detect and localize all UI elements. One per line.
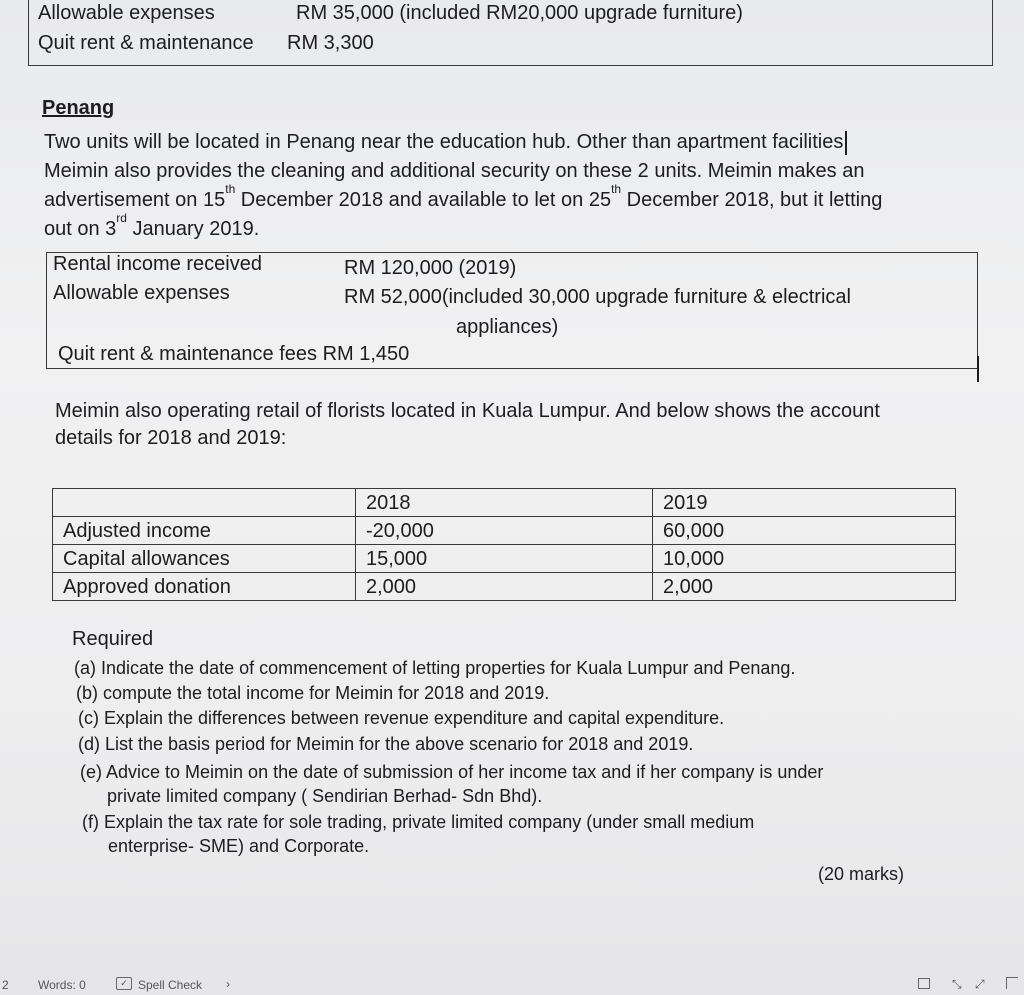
penang-line-1: Two units will be located in Penang near the education hub. Other than apartment facilities (44, 128, 882, 157)
table-cell: 15,000 (356, 545, 653, 573)
corner-icon[interactable] (1006, 977, 1018, 989)
florist-accounts-table (52, 488, 956, 601)
table-header-cell: 2018 (356, 489, 653, 517)
penang-allowable-label: Allowable expenses (53, 282, 230, 304)
table-cell: 10,000 (653, 545, 956, 573)
florist-line-1: Meimin also operating retail of florists located in Kuala Lumpur. And below shows the account (55, 400, 880, 422)
page-margin-marker (977, 356, 979, 382)
required-item-f-cont: enterprise- SME) and Corporate. (108, 836, 370, 856)
top-allowable-value: RM 35,000 (included RM20,000 upgrade furniture) (296, 2, 743, 24)
penang-allowable-value: RM 52,000(included 30,000 upgrade furniture & electrical (344, 286, 851, 308)
table-cell: Approved donation (53, 573, 356, 601)
table-cell: 2,000 (653, 573, 956, 601)
table-cell: -20,000 (356, 517, 653, 545)
layout-view-icon[interactable] (918, 978, 930, 989)
penang-rental-value: RM 120,000 (2019) (344, 257, 517, 279)
penang-rental-label: Rental income received (53, 253, 262, 275)
penang-heading: Penang (42, 97, 115, 119)
required-item-e-cont: private limited company ( Sendirian Berhad- Sdn Bhd). (107, 786, 543, 806)
required-item-a: (a) Indicate the date of commencement of letting properties for Kuala Lumpur and Penang. (74, 658, 796, 678)
page-number: 2 (2, 978, 9, 992)
top-quit-rent-label: Quit rent & maintenance (38, 32, 254, 54)
table-cell: 60,000 (653, 517, 956, 545)
chevron-right-icon[interactable]: › (226, 977, 230, 991)
table-cell: Adjusted income (53, 517, 356, 545)
required-title: Required (72, 628, 154, 650)
spell-check-label[interactable]: Spell Check (138, 978, 203, 992)
word-count[interactable]: Words: 0 (38, 978, 86, 992)
table-row (53, 573, 956, 601)
top-allowable-label: Allowable expenses (38, 2, 215, 24)
penang-quit-rent: Quit rent & maintenance fees RM 1,450 (58, 343, 410, 365)
penang-line-3: advertisement on 15th December 2018 and available to let on 25th December 2018, but it letting (44, 182, 883, 211)
zoom-out-icon[interactable]: ⤡ (952, 977, 962, 991)
fullscreen-icon[interactable]: ⤢ (975, 977, 985, 991)
table-header-cell (53, 489, 356, 517)
top-quit-rent-value: RM 3,300 (287, 32, 374, 54)
penang-line-4: out on 3rd January 2019. (44, 211, 260, 240)
florist-line-2: details for 2018 and 2019: (55, 427, 287, 449)
spell-check-icon[interactable]: ✓ (116, 977, 132, 990)
text-cursor (845, 131, 847, 155)
required-item-c: (c) Explain the differences between revenue expenditure and capital expenditure. (78, 708, 725, 728)
required-item-e: (e) Advice to Meimin on the date of submission of her income tax and if her company is under (80, 762, 824, 782)
penang-allowable-value-cont: appliances) (456, 316, 559, 338)
table-row (53, 517, 956, 545)
table-row (53, 545, 956, 573)
required-item-f: (f) Explain the tax rate for sole trading, private limited company (under small medium (82, 812, 755, 832)
table-cell: 2,000 (356, 573, 653, 601)
table-header-row (53, 489, 956, 517)
required-item-b: (b) compute the total income for Meimin for 2018 and 2019. (76, 683, 550, 703)
required-item-d: (d) List the basis period for Meimin for the above scenario for 2018 and 2019. (78, 734, 694, 754)
penang-paragraph (44, 128, 882, 244)
florist-paragraph (55, 398, 880, 452)
marks-label: (20 marks) (818, 864, 905, 884)
table-cell: Capital allowances (53, 545, 356, 573)
status-bar (0, 975, 1024, 995)
penang-line-2: Meimin also provides the cleaning and additional security on these 2 units. Meimin makes an (44, 160, 865, 182)
table-header-cell: 2019 (653, 489, 956, 517)
